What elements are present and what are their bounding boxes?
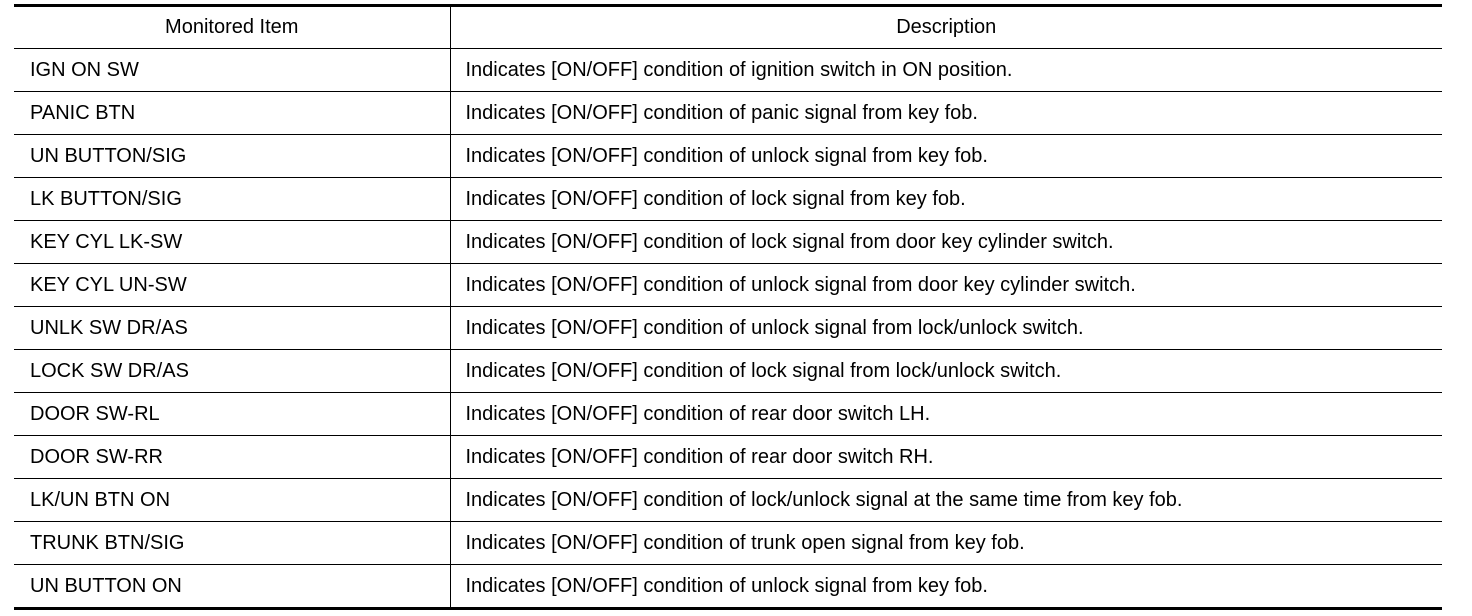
monitored-item-cell: IGN ON SW bbox=[14, 49, 450, 92]
monitored-item-cell: KEY CYL UN-SW bbox=[14, 264, 450, 307]
description-cell: Indicates [ON/OFF] condition of unlock signal from lock/unlock switch. bbox=[450, 307, 1442, 350]
monitored-item-cell: DOOR SW-RR bbox=[14, 436, 450, 479]
monitored-item-cell: PANIC BTN bbox=[14, 92, 450, 135]
description-cell: Indicates [ON/OFF] condition of lock signal from lock/unlock switch. bbox=[450, 350, 1442, 393]
description-cell: Indicates [ON/OFF] condition of lock signal from door key cylinder switch. bbox=[450, 221, 1442, 264]
table-row bbox=[14, 479, 1442, 522]
monitored-item-cell: UNLK SW DR/AS bbox=[14, 307, 450, 350]
description-cell: Indicates [ON/OFF] condition of rear door switch LH. bbox=[450, 393, 1442, 436]
table-row bbox=[14, 350, 1442, 393]
table-row bbox=[14, 436, 1442, 479]
table-row bbox=[14, 393, 1442, 436]
table-row bbox=[14, 522, 1442, 565]
table-row bbox=[14, 178, 1442, 221]
table-row bbox=[14, 307, 1442, 350]
monitored-item-cell: KEY CYL LK-SW bbox=[14, 221, 450, 264]
description-cell: Indicates [ON/OFF] condition of panic signal from key fob. bbox=[450, 92, 1442, 135]
description-cell: Indicates [ON/OFF] condition of unlock signal from key fob. bbox=[450, 565, 1442, 609]
monitored-item-cell: LK/UN BTN ON bbox=[14, 479, 450, 522]
table-row bbox=[14, 221, 1442, 264]
description-cell: Indicates [ON/OFF] condition of rear door switch RH. bbox=[450, 436, 1442, 479]
table-row bbox=[14, 49, 1442, 92]
description-cell: Indicates [ON/OFF] condition of lock/unlock signal at the same time from key fob. bbox=[450, 479, 1442, 522]
table-row bbox=[14, 92, 1442, 135]
monitored-items-table bbox=[14, 4, 1442, 610]
table-body bbox=[14, 49, 1442, 609]
monitored-item-cell: LK BUTTON/SIG bbox=[14, 178, 450, 221]
monitored-item-cell: UN BUTTON ON bbox=[30, 574, 182, 597]
description-cell: Indicates [ON/OFF] condition of lock signal from key fob. bbox=[450, 178, 1442, 221]
monitored-item-cell: TRUNK BTN/SIG bbox=[14, 522, 450, 565]
monitored-item-cell: UN BUTTON/SIG bbox=[14, 135, 450, 178]
monitored-item-cell: DOOR SW-RL bbox=[14, 393, 450, 436]
table-row bbox=[14, 264, 1442, 307]
table-row bbox=[14, 565, 1442, 609]
table-header bbox=[14, 6, 1442, 49]
header-description: Description bbox=[450, 6, 1442, 49]
description-cell: Indicates [ON/OFF] condition of unlock signal from key fob. bbox=[450, 135, 1442, 178]
description-cell: Indicates [ON/OFF] condition of unlock signal from door key cylinder switch. bbox=[450, 264, 1442, 307]
table-row bbox=[14, 135, 1442, 178]
monitored-item-cell: LOCK SW DR/AS bbox=[14, 350, 450, 393]
description-cell: Indicates [ON/OFF] condition of ignition switch in ON position. bbox=[450, 49, 1442, 92]
header-row bbox=[14, 6, 1442, 49]
description-cell: Indicates [ON/OFF] condition of trunk open signal from key fob. bbox=[450, 522, 1442, 565]
header-monitored-item: Monitored Item bbox=[14, 6, 450, 49]
